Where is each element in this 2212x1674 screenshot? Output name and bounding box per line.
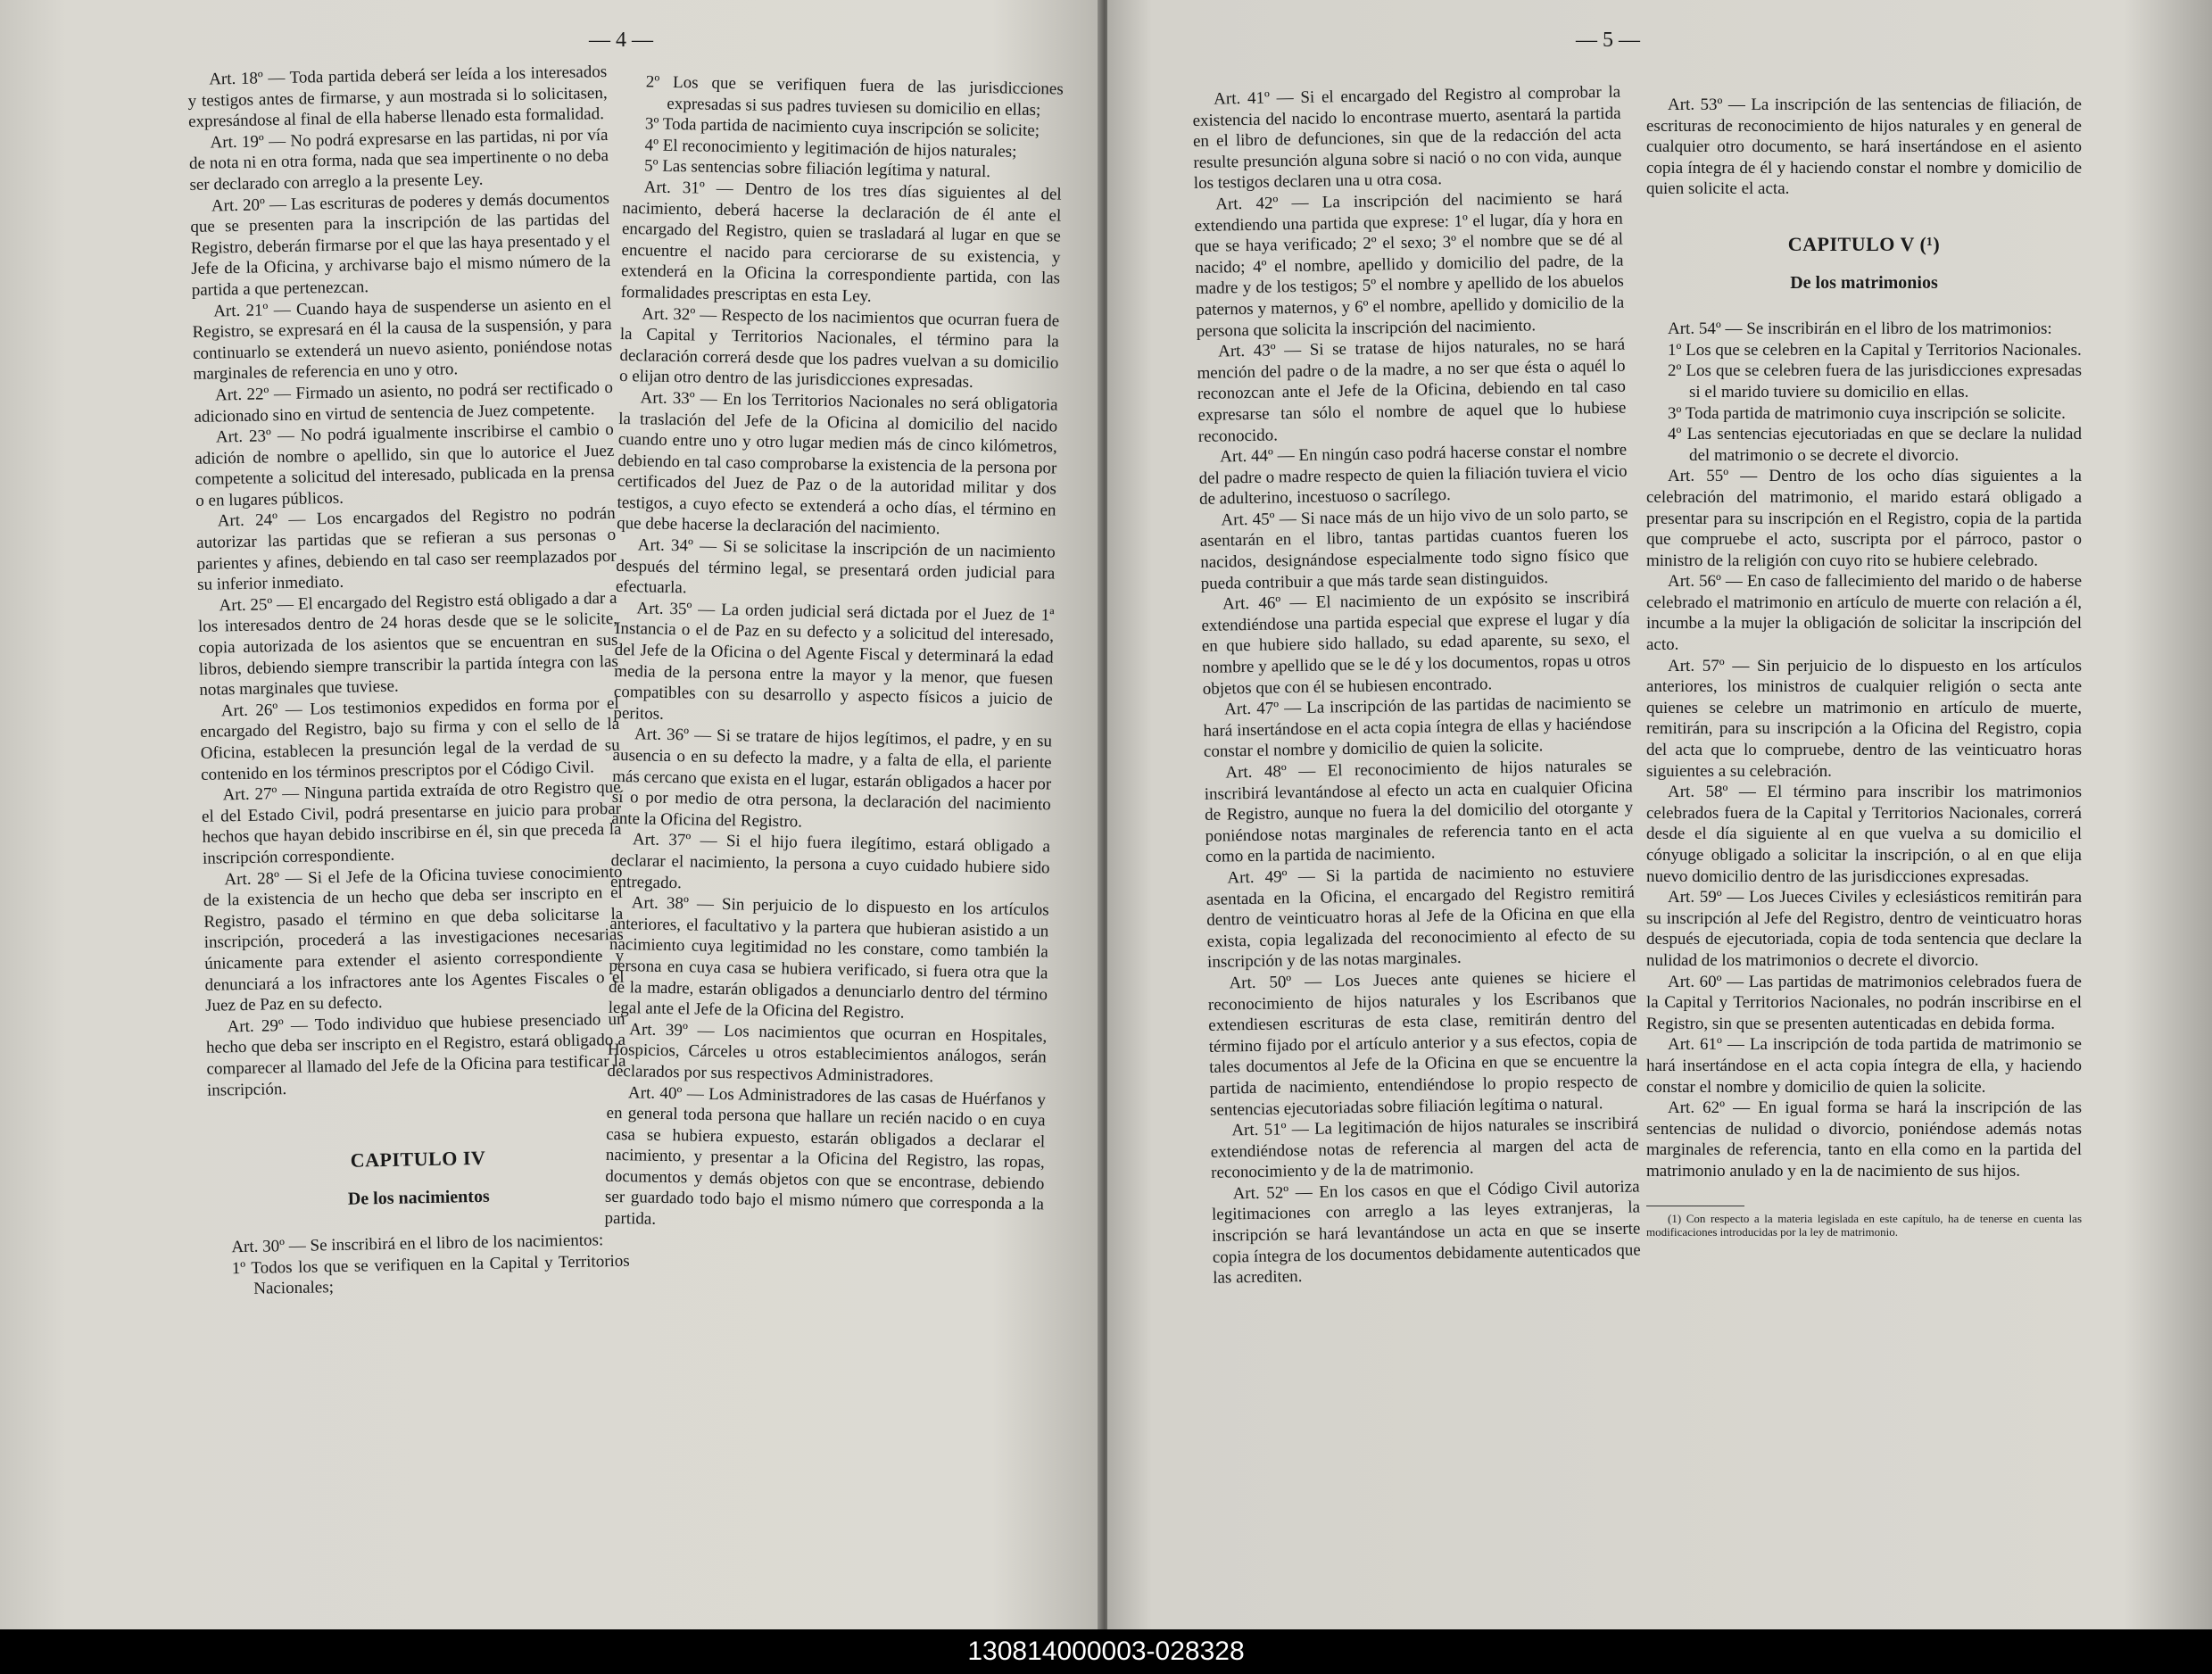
right-column-1 — [1192, 82, 1641, 1289]
article: Art. 35º — La orden judicial será dictada por el Juez de 1ª Instancia o el de Paz en su defecto y a solicitud del interesado, del Jefe de la Oficina o del Agente Fiscal y determinará la edad media de la persona entre la mayor y la menor, que fuesen compatibles con su desarrollo y aspecto físicos a juicio de peritos. — [613, 599, 1055, 724]
footnote: (1) Con respecto a la materia legislada en este capítulo, ha de tenerse en cuenta las modificaciones introducidas por la ley de matrimonio. — [1646, 1211, 2082, 1239]
list-item: 1º Todos los que se verifiquen en la Capital y Territorios Nacionales; — [231, 1251, 630, 1299]
article: Art. 18º — Toda partida deberá ser leída a los interesados y testigos antes de firmarse, y aun mostrada si lo solicitasen, expresándose al final de ella haberse llenado esta formalidad. — [187, 62, 608, 132]
article: Art. 57º — Sin perjuicio de lo dispuesto en los artículos anteriores, los ministros de cualquier religión o secta ante quienes se celebre un matrimonio en artículo de muerte, remitirán, para su inscripción a la Oficina del Registro, copia del acta que lo compruebe, dentro de las veinticuatro horas siguientes a su celebración. — [1646, 656, 2082, 781]
article: Art. 23º — No podrá igualmente inscribirse el cambio o adición de nombre o apellido, sin que lo autorice el Juez competente a solicitud del interesado, publicada en la prensa o en lugares públicos. — [195, 419, 615, 510]
article: Art. 56º — En caso de fallecimiento del marido o de haberse celebrado el matrimonio en artículo de muerte con relación a él, incumbe a la mujer la obligación de solicitar la inscripción del acto. — [1646, 572, 2082, 655]
article: Art. 37º — Si el hijo fuera ilegítimo, estará obligado a declarar el nacimiento, la persona a cuyo cuidado hubiere sido entregado. — [609, 830, 1051, 892]
list-item: 1º Los que se celebren en la Capital y Territorios Nacionales. — [1668, 340, 2082, 360]
article: Art. 61º — La inscripción de toda partida de matrimonio se hará insertándose en el acta copia íntegra de ella, y haciendo constar el nombre y domicilio de quien la solicite. — [1646, 1035, 2082, 1097]
right-page — [1107, 0, 2212, 1629]
article: Art. 41º — Si el encargado del Registro al comprobar la existencia del nacido lo encontrase muerto, asentará la partida en el libro de defunciones, sin que de la redacción del acta resulte presunción alguna sobre si nació o no con vida, aunque los testigos declaren una u otra cosa. — [1192, 82, 1622, 194]
article: Art. 62º — En igual forma se hará la inscripción de las sentencias de nulidad o divorcio, poniéndose además notas marginales de referencia, tanto en ella como en la partida del matrimonio anulado y en la de nacimiento de sus hijos. — [1646, 1098, 2082, 1181]
article: Art. 52º — En los casos en que el Código Civil autoriza legitimaciones con arreglo a las leyes extranjeras, la inscripción se hará levantándose un acta en que se inserte copia íntegra de los documentos debidamente autenticados que las acrediten. — [1211, 1177, 1641, 1289]
list-item: 4º Las sentencias ejecutoriadas en que se declare la nulidad del matrimonio o se decrete el divorcio. — [1668, 425, 2082, 465]
article: Art. 43º — Si se tratase de hijos naturales, no se hará mención del padre o de la madre, a no ser que ésta o aquél lo reconozcan ante el Jefe de la Oficina, debiendo en tal caso expresarse tan sólo el nombre de aquel que lo hubiese reconocido. — [1197, 335, 1627, 446]
article: Art. 24º — Los encargados del Registro no podrán autorizar las partidas que se refieran a sus personas o parientes y afines, debiendo en tal caso ser reemplazados por su inferior inmediato. — [195, 504, 617, 595]
article: Art. 59º — Los Jueces Civiles y eclesiásticos remitirán para su inscripción al Jefe del Registro, dentro de veinticuatro horas después de ejecutoriada, copia de toda sentencia que declare la nulidad de los matrimonios o decrete el divorcio. — [1646, 888, 2082, 970]
article: Art. 38º — Sin perjuicio de lo dispuesto en los artículos anteriores, el facultativo y la partera que hubieran asistido a un nacimiento cuya legitimidad no les constare, como también la persona en cuya casa se hubiera verificado, si fuera otra que la de la madre, estarán obligados a denunciarlo dentro del término legal ante el Jefe de la Oficina del Registro. — [608, 893, 1049, 1023]
article: Art. 32º — Respecto de los nacimientos que ocurran fuera de la Capital y Territorios Nacionales, el término para la declaración correrá desde que los padres vuelvan a su domicilio o elijan otro dentro de las jurisdicciones expresadas. — [618, 303, 1060, 393]
article: Art. 44º — En ningún caso podrá hacerse constar el nombre del padre o madre respecto de quien la filiación tuviera el vicio de adulterino, incestuoso o sacrílego. — [1198, 440, 1628, 510]
article: Art. 54º — Se inscribirán en el libro de los matrimonios: — [1668, 319, 2052, 339]
list-item: 3º Toda partida de nacimiento cuya inscripción se solicite; — [644, 114, 1040, 141]
article: Art. 28º — Si el Jefe de la Oficina tuviese conocimiento de la existencia de un hecho que deba ser inscripto en el Registro, pasado el término en que deba solicitarse la inscripción, procederá a las investigaciones necesarias únicamente para extender el asiento correspondiente y denunciará a los infractores ante los Agentes Fiscales o el Juez de Paz en su defecto. — [203, 862, 625, 1015]
chapter-title: CAPITULO V (¹) — [1787, 232, 1941, 255]
article: Art. 47º — La inscripción de las partidas de nacimiento se hará insertándose en el acta copia íntegra de ellas y haciéndose constar el nombre y domicilio de quien la solicite. — [1203, 692, 1632, 762]
article: Art. 20º — Las escrituras de poderes y demás documentos que se presenten para la inscripción de las partidas del Registro, deberán firmarse por el que las haya presentado y el Jefe de la Oficina, y archivarse bajo el mismo número de la partida a que pertenezcan. — [190, 188, 611, 300]
article: Art. 21º — Cuando haya de suspenderse un asiento en el Registro, se expresará en él la causa de la suspensión, y para continuarlo se extenderá un nuevo asiento, poniéndose notas marginales de referencia en uno y otro. — [192, 294, 613, 385]
article: Art. 30º — Se inscribirá en el libro de los nacimientos: — [231, 1231, 604, 1257]
article: Art. 29º — Todo individuo que hubiese presenciado un hecho que deba ser inscripto en el Registro, estará obligado a comparecer al llamado del Jefe de la Oficina para testificar la inscripción. — [205, 1009, 626, 1100]
article: Art. 58º — El término para inscribir los matrimonios celebrados fuera de la Capital y Territorios Nacionales, correrá desde el día siguiente al en que vuelva a su domicilio el cónyuge obligado a solicitar la inscripción, o al en que elija nuevo domicilio dentro de las jurisdicciones expresadas. — [1646, 783, 2082, 886]
chapter-subtitle: De los matrimonios — [1790, 272, 1938, 293]
article: Art. 27º — Ninguna partida extraída de otro Registro que el del Estado Civil, podrá presentarse en juicio para probar hechos que hayan debido inscribirse en él, sin que preceda la inscripción correspondiente. — [201, 778, 622, 868]
list-item: 2º Los que se verifiquen fuera de las jurisdicciones expresadas si sus padres tuviesen su domicilio en ellas; — [645, 72, 1064, 120]
article: Art. 46º — El nacimiento de un expósito se inscribirá extendiéndose una partida especial que exprese el lugar y día en que hubiere sido hallado, su edad aparente, su sexo, el nombre y apellido que se le dé y los documentos, ropas u otros objetos que con él se hubiesen encontrado. — [1201, 587, 1631, 699]
article: Art. 25º — El encargado del Registro está obligado a dar a los interesados dentro de 24 horas desde que se le solicite, copia autorizada de los asientos que se encuentran en sus libros, debiendo siempre transcribir la partida íntegra con las notas marginales que tuviese. — [197, 588, 619, 700]
list-item: 3º Toda partida de matrimonio cuya inscripción se solicite. — [1668, 403, 2066, 423]
left-page — [0, 0, 1102, 1629]
article: Art. 34º — Si se solicitase la inscripción de un nacimiento después del término legal, se presentará orden judicial para efectuarla. — [615, 535, 1056, 598]
article: Art. 22º — Firmado un asiento, no podrá ser rectificado o adicionado sino en virtud de sentencia de Juez competente. — [194, 377, 614, 427]
article: Art. 26º — Los testimonios expedidos en forma por el encargado del Registro, bajo su firma y con el sello de la Oficina, establecen la presunción legal de la verdad de su contenido en los términos prescriptos por el Código Civil. — [200, 693, 620, 784]
article: Art. 40º — Los Administradores de las casas de Huérfanos y en general toda persona que hallare un recién nacido o en cuya casa se hubiera expuesto, estarán obligados a declarar el nacimiento, y presentar a la Oficina del Registro, las ropas, documentos y demás objetos con que se encontrase, debiendo ser guardado todo bajo el mismo número que corresponda a la partida. — [604, 1082, 1047, 1229]
chapter-title: CAPITULO IV — [350, 1146, 486, 1172]
article: Art. 33º — En los Territorios Nacionales no será obligatoria la traslación del Jefe de la Oficina al domicilio del nacido cuando entre uno y otro lugar medien más de cinco kilómetros, debiendo en tal caso comprobarse la existencia de la persona por certificados del Juez de Paz o de la autoridad militar y dos testigos, a cuyo efecto se extenderá a ocho días, el término en que debe hacerse la declaración del nacimiento. — [616, 388, 1058, 539]
article: Art. 45º — Si nace más de un hijo vivo de un solo parto, se asentarán en el libro, tantas partidas cuantos fueren los nacidos, designándose especialmente todo signo físico que pueda contribuir a que más tarde sean distinguidos. — [1199, 503, 1629, 593]
list-item: 5º Las sentencias sobre filiación legítima y natural. — [643, 156, 991, 182]
article: Art. 19º — No podrá expresarse en las partidas, ni por vía de nota ni en otra forma, nada que sea impertinente o no deba ser declarado con arreglo a la presente Ley. — [188, 125, 609, 195]
list-item: 2º Los que se celebren fuera de las jurisdicciones expresadas si el marido tuviere su domicilio en ellas. — [1668, 361, 2082, 402]
article: Art. 36º — Si se tratare de hijos legítimos, el padre, y en su ausencia o en su defecto la madre, y a falta de ella, el pariente más cercano que exista en el lugar, estarán obligados a hacer por sí o por medio de otra persona, la declaración del nacimiento ante la Oficina del Registro. — [611, 725, 1053, 832]
left-column-2 — [604, 71, 1064, 1237]
article: Art. 48º — El reconocimiento de hijos naturales se inscribirá levantándose al efecto un acta en cualquier Oficina de Registro, aunque no fuera la del domicilio del otorgante y poniéndose notas marginales de referencia tanto en el acta como en la partida de nacimiento. — [1204, 756, 1634, 867]
article: Art. 50º — Los Jueces ante quienes se hiciere el reconocimiento de hijos naturales y los Escribanos que extendiesen escrituras de esta clase, remitirán dentro del término fijado por el artículo anterior y a sus efectos, copia de tales documentos al Jefe de la Oficina en que se encuentre la partida de nacimiento, entendiéndose lo propio respecto de sentencias ejecutoriadas sobre filiación legítima o natural. — [1207, 966, 1638, 1120]
page-number: — 5 — — [1576, 29, 1640, 52]
article: Art. 31º — Dentro de los tres días siguientes al del nacimiento, deberá hacerse la declaración de él ante el encargado del Registro, quien se trasladará al lugar en que se encuentre el nacido para cerciorarse de su existencia, y extenderá en la Oficina la correspondiente partida, con las formalidades prescriptas en esta Ley. — [620, 178, 1062, 306]
article: Art. 49º — Si la partida de nacimiento no estuviere asentada en la Oficina, el encargado del Registro remitirá dentro de veinticuatro horas al Jefe de la Oficina en que ella exista, copia legalizada del reconocimiento al efecto de su inscripción y de las notas marginales. — [1205, 861, 1636, 973]
article: Art. 51º — La legitimación de hijos naturales se inscribirá extendiéndose notas de referencia al margen del acta de reconocimiento y de la de matrimonio. — [1210, 1114, 1639, 1183]
article: Art. 39º — Los nacimientos que ocurran en Hospitales, Hospicios, Cárceles u otros establecimientos análogos, serán declarados por sus respectivos Administradores. — [607, 1019, 1048, 1087]
article: Art. 55º — Dentro de los ocho días siguientes a la celebración del matrimonio, el marido estará obligado a presentar para su inscripción en el Registro, copia de la partida que compruebe el acto, suscripta por el párroco, pastor o ministro de la religión con cuyo rito se hubiere celebrado. — [1646, 467, 2082, 570]
left-column-1 — [187, 62, 630, 1301]
right-column-2 — [1646, 95, 2082, 1239]
article: Art. 42º — La inscripción del nacimiento se hará extendiendo una partida que exprese: 1º el lugar, día y hora en que se haya verificado; 2º el sexo; 3º el nombre que se dé al nacido; 4º el nombre, apellido y domicilio del padre, de la madre y de los testigos; 5º el nombre y apellido de los abuelos paternos y maternos, y 6º el nombre, apellido y domicilio de la persona que solicita la inscripción del nacimiento. — [1194, 187, 1625, 341]
list-item: 4º El reconocimiento y legitimación de hijos naturales; — [644, 136, 1017, 162]
article: Art. 60º — Las partidas de matrimonios celebrados fuera de la Capital y Territorios Nacionales, no podrán inscribirse en el Registro, sin que se presenten autenticadas en debida forma. — [1646, 972, 2082, 1033]
page-number: — 4 — — [589, 29, 653, 52]
article: Art. 53º — La inscripción de las sentencias de filiación, de escrituras de reconocimiento de hijos naturales y en general de cualquier otro documento, se hará insertándose en el asiento copia íntegra de él y haciendo constar el nombre y domicilio de quien solicite el acta. — [1646, 95, 2082, 199]
chapter-subtitle: De los nacimientos — [347, 1186, 490, 1209]
scan-id-label: 130814000003-028328 — [0, 1629, 2212, 1674]
